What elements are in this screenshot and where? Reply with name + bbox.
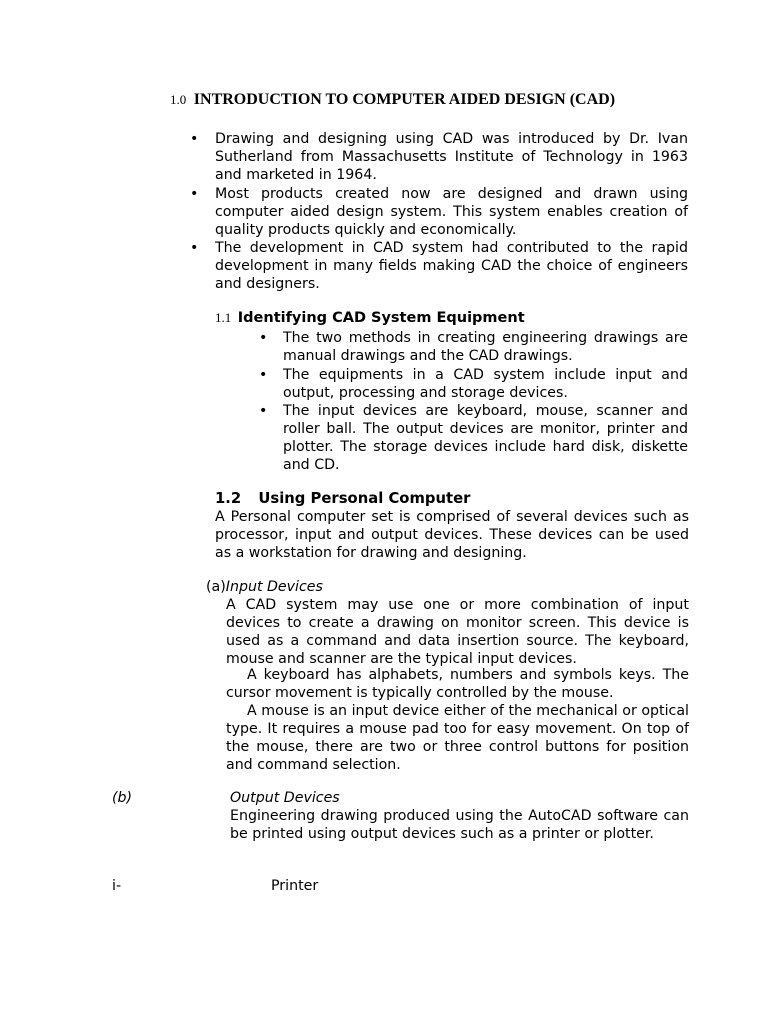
bullet-glyph: • bbox=[190, 186, 199, 202]
output-devices-paragraph: Engineering drawing produced using the AutoCAD software can be printed using output devices such as a printer or plotter. bbox=[230, 808, 689, 842]
section-1-heading bbox=[170, 91, 615, 109]
output-devices-label: (b) bbox=[112, 790, 133, 806]
section-1-2-heading bbox=[215, 490, 470, 507]
bullet-glyph: • bbox=[259, 330, 268, 346]
bullet-text: Most products created now are designed and drawn using computer aided design system. This system enables creation of quality products quickly and economically. bbox=[215, 186, 688, 238]
bullet-glyph: • bbox=[190, 131, 199, 147]
bullet-text: The development in CAD system had contributed to the rapid development in many fields making CAD the choice of engineers and designers. bbox=[215, 240, 688, 292]
bullet-text: The two methods in creating engineering drawings are manual drawings and the CAD drawings. bbox=[283, 330, 688, 364]
section-1-1-number: 1.1 bbox=[215, 310, 232, 325]
printer-title: Printer bbox=[271, 878, 319, 894]
input-devices-title: Input Devices bbox=[225, 579, 323, 595]
input-devices-paragraph-3: A mouse is an input device either of the mechanical or optical type. It requires a mouse pad too for easy movement. On top of the mouse, there are two or three control buttons for position and command selection. bbox=[226, 703, 689, 773]
input-devices-label: (a) bbox=[206, 579, 226, 595]
input-devices-heading bbox=[206, 579, 323, 595]
bullet-glyph: • bbox=[259, 403, 268, 419]
section-1-2-number: 1.2 bbox=[215, 490, 242, 507]
bullet-glyph: • bbox=[190, 240, 199, 256]
input-devices-paragraph-2: A keyboard has alphabets, numbers and symbols keys. The cursor movement is typically controlled by the mouse. bbox=[226, 667, 689, 701]
section-1-1-heading bbox=[215, 310, 525, 326]
input-devices-paragraph-1: A CAD system may use one or more combination of input devices to create a drawing on monitor screen. This device is used as a command and data insertion source. The keyboard, mouse and scanner are the typical input devices. bbox=[226, 597, 689, 667]
section-1-title: INTRODUCTION TO COMPUTER AIDED DESIGN (CAD) bbox=[193, 91, 616, 108]
bullet-text: The input devices are keyboard, mouse, scanner and roller ball. The output devices are monitor, printer and plotter. The storage devices include hard disk, diskette and CD. bbox=[283, 403, 688, 473]
section-1-1-title: Identifying CAD System Equipment bbox=[237, 310, 525, 326]
section-1-2-paragraph: A Personal computer set is comprised of several devices such as processor, input and output devices. These devices can be used as a workstation for drawing and designing. bbox=[215, 509, 689, 561]
output-devices-title: Output Devices bbox=[230, 790, 340, 806]
section-1-2-title: Using Personal Computer bbox=[258, 490, 471, 507]
bullet-glyph: • bbox=[259, 367, 268, 383]
section-1-number: 1.0 bbox=[170, 92, 187, 107]
bullet-text: Drawing and designing using CAD was introduced by Dr. Ivan Sutherland from Massachusetts Institute of Technology in 1963 and marketed in 1964. bbox=[215, 131, 688, 183]
printer-label: i- bbox=[112, 878, 122, 894]
bullet-text: The equipments in a CAD system include input and output, processing and storage devices. bbox=[283, 367, 688, 401]
